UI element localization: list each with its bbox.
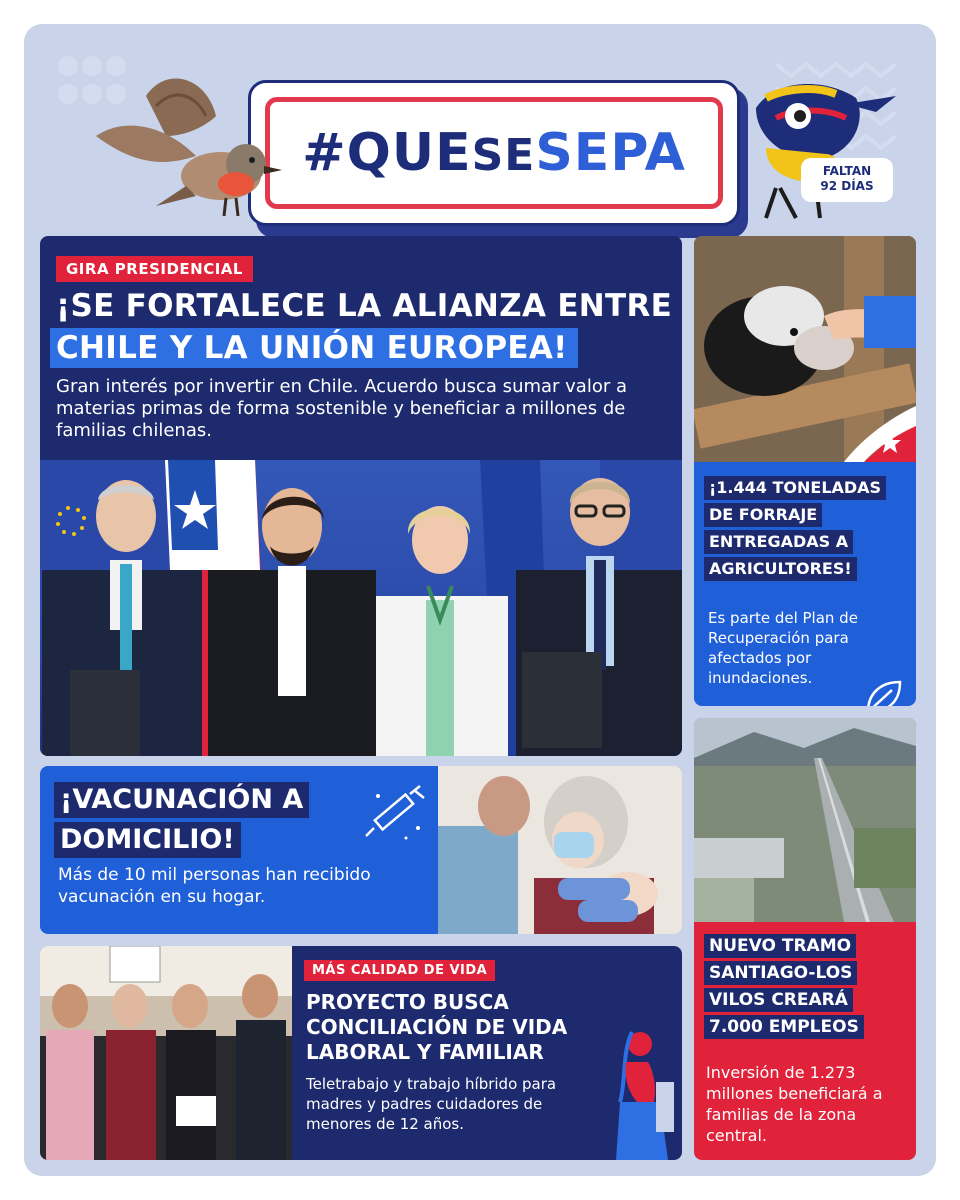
highway-headline-line: NUEVO TRAMO [704, 934, 856, 958]
page-title [302, 123, 686, 183]
header-banner [248, 80, 740, 226]
work-life-story-description: Teletrabajo y trabajo híbrido para madres y padres cuidadores de menores de 12 años. [306, 1075, 557, 1133]
forage-headline-line: ENTREGADAS A [704, 530, 853, 554]
highway-headline-line: 7.000 EMPLEOS [704, 1015, 864, 1039]
forage-story-description: Es parte del Plan de Recuperación para afectados por inundaciones. [708, 609, 858, 687]
work-life-story-photo [40, 946, 292, 1160]
countdown-label: FALTAN [822, 164, 872, 178]
press-event-image [40, 946, 292, 1160]
countdown-days: 92 DÍAS [820, 179, 874, 193]
forage-story-card[interactable] [694, 236, 916, 706]
title-part-sepa: SEPA [535, 123, 686, 183]
main-story-tag: GIRA PRESIDENCIAL [56, 256, 253, 282]
highway-story-headline [704, 934, 910, 1042]
vaccination-headline [54, 782, 309, 862]
syringe-icon [358, 784, 430, 844]
vaccination-story-card[interactable] [40, 766, 682, 934]
calf-image [694, 236, 916, 462]
work-life-story-tag: MÁS CALIDAD DE VIDA [304, 960, 495, 981]
signing-ceremony-image [40, 460, 682, 756]
highway-story-photo [694, 718, 916, 922]
forage-headline-line: DE FORRAJE [704, 503, 822, 527]
work-life-story-headline: PROYECTO BUSCA CONCILIACIÓN DE VIDA LABORAL Y FAMILIAR [306, 990, 568, 1064]
vaccination-image [438, 766, 682, 934]
highway-story-card[interactable] [694, 718, 916, 1160]
highway-aerial-image [694, 718, 916, 922]
title-part-se: SE [471, 130, 536, 181]
vaccination-story-photo [438, 766, 682, 934]
mother-illustration [612, 1022, 678, 1160]
main-story-card[interactable] [40, 236, 682, 756]
forage-headline-line: AGRICULTORES! [704, 557, 857, 581]
main-story-description: Gran interés por invertir en Chile. Acuerdo busca sumar valor a materias primas de forma sostenible y beneficiar a millones de familias chilenas. [56, 376, 628, 441]
forage-story-headline [704, 476, 910, 584]
vaccination-headline-line: DOMICILIO! [54, 822, 241, 858]
leaf-icon [862, 676, 904, 706]
highway-story-description: Inversión de 1.273 millones beneficiará a familias de la zona central. [706, 1063, 883, 1145]
highway-headline-line: SANTIAGO-LOS [704, 961, 857, 985]
bird-illustration-right [736, 68, 906, 228]
forage-headline-line: ¡1.444 TONELADAS [704, 476, 886, 500]
work-life-story-card[interactable] [40, 946, 682, 1160]
vaccination-headline-line: ¡VACUNACIÓN A [54, 782, 309, 818]
title-part-que: #QUE [302, 123, 472, 183]
header-inner-border [265, 97, 723, 209]
main-story-headline-line2: CHILE Y LA UNIÓN EUROPEA! [50, 328, 578, 368]
highway-headline-line: VILOS CREARÁ [704, 988, 853, 1012]
forage-story-photo [694, 236, 916, 462]
main-story-photo [40, 460, 682, 756]
main-story-headline-line1: ¡SE FORTALECE LA ALIANZA ENTRE [56, 288, 673, 324]
infographic-frame [24, 24, 936, 1176]
bird-illustration-left [86, 56, 286, 236]
vaccination-story-description: Más de 10 mil personas han recibido vacunación en su hogar. [58, 865, 371, 907]
countdown-badge [801, 158, 893, 202]
